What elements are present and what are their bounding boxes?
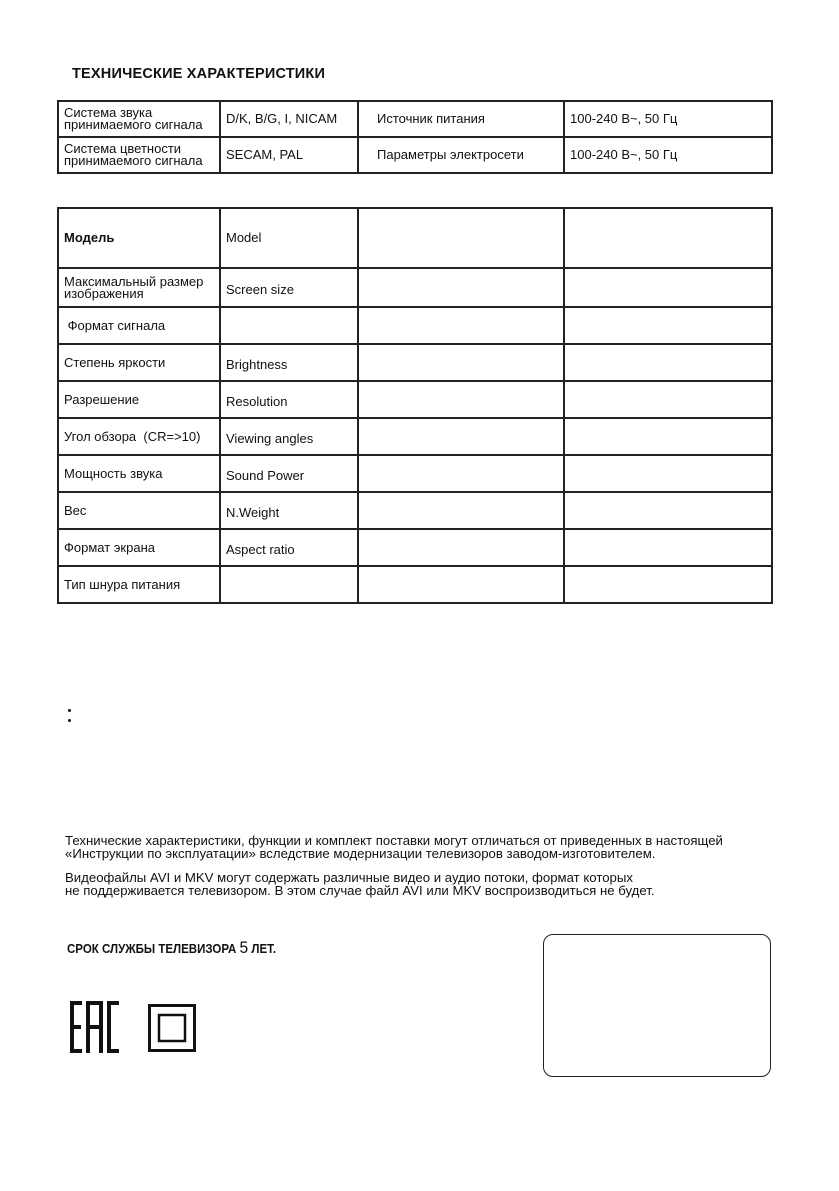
table-cell [358,418,564,455]
table-cell [358,268,564,307]
table-row [58,137,772,173]
table-row [58,208,772,268]
table-cell: Вес [58,492,220,529]
page-title: ТЕХНИЧЕСКИЕ ХАРАКТЕРИСТИКИ [72,66,326,82]
table-cell [358,381,564,418]
table-cell: 100-240 В~, 50 Гц [564,101,772,137]
note-line: Видеофайлы AVI и MKV могут содержать различные видео и аудио потоки, формат которых [65,870,633,885]
table-cell [358,307,564,344]
service-life-number: 5 [239,938,249,957]
table-cell [564,492,772,529]
table-cell: Sound Power [220,455,358,492]
table-cell [564,566,772,603]
table-row [58,418,772,455]
double-insulation-icon [148,1004,196,1052]
service-life-prefix: СРОК СЛУЖБЫ ТЕЛЕВИЗОРА [67,942,240,956]
table-cell: Максимальный размер изображения [58,268,220,307]
table-cell [564,529,772,566]
table-cell: Параметры электросети [358,137,564,173]
table-cell: Источник питания [358,101,564,137]
table-cell: Тип шнура питания [58,566,220,603]
table-cell [358,529,564,566]
table-row [58,307,772,344]
table-cell: Разрешение [58,381,220,418]
table-cell [220,566,358,603]
table-cell: 100-240 В~, 50 Гц [564,137,772,173]
table-cell [564,307,772,344]
table-row [58,529,772,566]
table-row [58,268,772,307]
table-cell [220,307,358,344]
table-cell: Формат экрана [58,529,220,566]
table-cell: Угол обзора (CR=>10) [58,418,220,455]
stamp-box [543,934,771,1077]
table-cell: Система звука принимаемого сигнала [58,101,220,137]
table-cell: Brightness [220,344,358,381]
empty-cell [564,208,772,268]
table-cell: N.Weight [220,492,358,529]
model-label: Модель [58,208,220,268]
note-line: не поддерживается телевизором. В этом случае файл AVI или MKV воспроизводиться не будет. [65,883,655,898]
table-cell [564,268,772,307]
table-cell [564,381,772,418]
table-cell [358,344,564,381]
table-row [58,492,772,529]
table-cell: SECAM, PAL [220,137,358,173]
service-life [67,938,276,958]
table-row [58,566,772,603]
table-cell: Resolution [220,381,358,418]
bullet-dot [68,719,71,722]
empty-cell [358,208,564,268]
service-life-suffix: ЛЕТ. [248,942,277,956]
table-row [58,344,772,381]
table-cell: Мощность звука [58,455,220,492]
table-cell: Viewing angles [220,418,358,455]
table-cell [358,455,564,492]
table-cell [564,455,772,492]
table-cell: Степень яркости [58,344,220,381]
table-cell: Формат сигнала [58,307,220,344]
table-row [58,455,772,492]
table-cell: Screen size [220,268,358,307]
table-row [58,381,772,418]
table-row [58,101,772,137]
table-cell: Aspect ratio [220,529,358,566]
table-cell [564,344,772,381]
table-cell: D/K, B/G, I, NICAM [220,101,358,137]
eac-mark-icon [70,1001,120,1053]
table-cell [358,492,564,529]
model-value: Model [220,208,358,268]
table-cell: Система цветности принимаемого сигнала [58,137,220,173]
signal-power-table [57,100,773,174]
bullet-dot [68,709,71,712]
spec-table [57,207,773,604]
table-cell [358,566,564,603]
table-cell [564,418,772,455]
note-line: Технические характеристики, функции и комплект поставки могут отличаться от приведенных в настоящей [65,833,723,848]
note-line: «Инструкции по эксплуатации» вследствие модернизации телевизоров заводом-изготовителем. [65,846,656,861]
